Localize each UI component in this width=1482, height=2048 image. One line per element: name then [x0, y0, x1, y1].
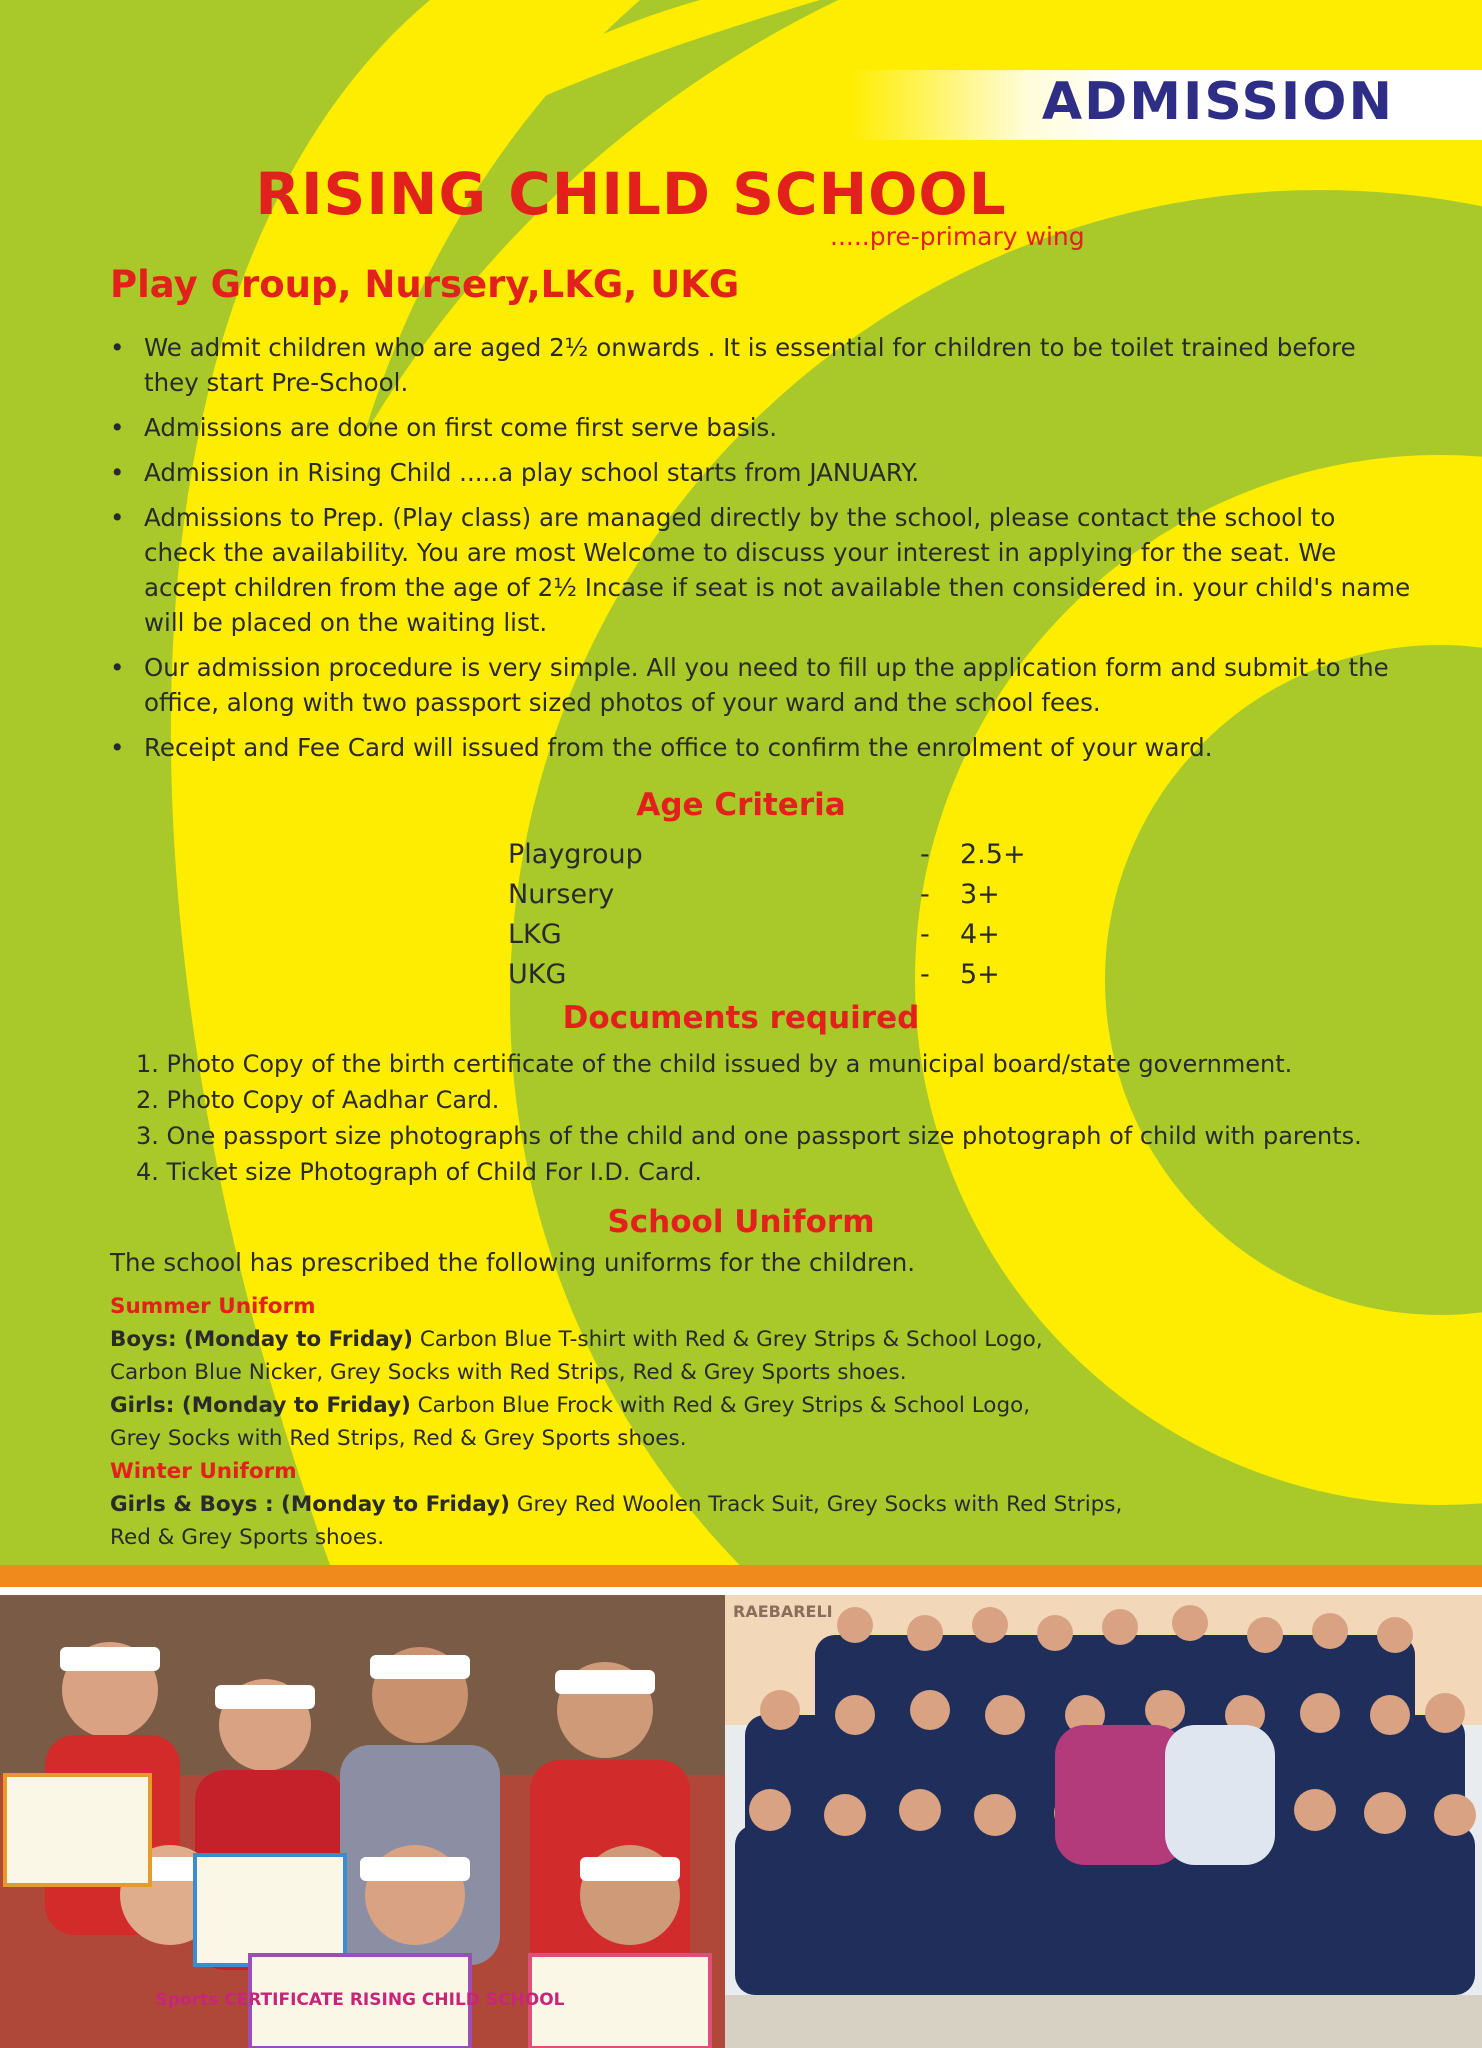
age-row-lkg	[508, 915, 1040, 955]
age-value: 2.5+	[960, 839, 1026, 870]
age-level: LKG	[508, 919, 562, 950]
age-dash: -	[920, 879, 930, 910]
girls-boys-label: Girls & Boys : (Monday to Friday)	[110, 1492, 510, 1517]
list-item: • We admit children who are aged 2½ onwards . It is essential for children to be toilet trained before they start Pre-School.	[144, 330, 1414, 400]
age-level: Playgroup	[508, 839, 643, 870]
list-item: • Admission in Rising Child .....a play school starts from JANUARY.	[144, 455, 1414, 490]
age-level: Nursery	[508, 879, 615, 910]
winter-uniform-label: Winter Uniform	[110, 1459, 297, 1484]
document-item: 1. Photo Copy of the birth certificate of the child issued by a municipal board/state government.	[136, 1050, 1293, 1078]
girls-label: Girls: (Monday to Friday)	[110, 1393, 411, 1418]
footer-accent-bar	[0, 1565, 1482, 1587]
documents-heading: Documents required	[562, 1000, 920, 1036]
backdrop-text: RAEBARELI	[733, 1602, 833, 1621]
school-name: RISING CHILD SCHOOL	[255, 160, 1007, 228]
girls-text: Carbon Blue Frock with Red & Grey Strips & School Logo,	[410, 1393, 1031, 1418]
document-item: 3. One passport size photographs of the child and one passport size photograph of child with parents.	[136, 1122, 1362, 1150]
age-dash: -	[920, 839, 930, 870]
age-level: UKG	[508, 959, 567, 990]
admission-banner	[850, 70, 1482, 140]
list-item: • Admissions to Prep. (Play class) are managed directly by the school, please contact the school to check the availability. You are most Welcome to discuss your interest in applying for the seat. We accept children from the age of 2½ Incase if seat is not available then considered in. your child's name will be placed on the waiting list.	[144, 500, 1414, 640]
age-value: 4+	[960, 919, 1000, 950]
age-dash: -	[920, 919, 930, 950]
school-wing: .....pre-primary wing	[830, 222, 1085, 251]
list-item: • Admissions are done on first come first serve basis.	[144, 410, 1414, 445]
winter-text-continued: Red & Grey Sports shoes.	[110, 1525, 385, 1550]
uniform-intro: The school has prescribed the following uniforms for the children.	[110, 1248, 916, 1277]
girls-uniform-line	[110, 1389, 1210, 1422]
boys-label: Boys: (Monday to Friday)	[110, 1327, 413, 1352]
summer-uniform-label: Summer Uniform	[110, 1294, 316, 1319]
age-row-nursery	[508, 875, 1040, 915]
children-certificates-photo	[0, 1595, 725, 2048]
admission-rules-list	[110, 330, 1414, 775]
winter-uniform-line	[110, 1488, 1210, 1521]
boys-uniform-line	[110, 1323, 1210, 1356]
certificate-caption: Sports CERTIFICATE RISING CHILD SCHOOL	[155, 1990, 565, 2010]
age-value: 3+	[960, 879, 1000, 910]
class-group-photo	[725, 1595, 1482, 2048]
age-criteria-heading: Age Criteria	[636, 787, 846, 823]
classes-heading: Play Group, Nursery,LKG, UKG	[110, 263, 740, 306]
uniform-details	[110, 1290, 1210, 1554]
list-item: • Receipt and Fee Card will issued from the office to confirm the enrolment of your ward.	[144, 730, 1414, 765]
documents-list	[136, 1046, 1456, 1190]
age-dash: -	[920, 959, 930, 990]
boys-text-continued: Carbon Blue Nicker, Grey Socks with Red Strips, Red & Grey Sports shoes.	[110, 1360, 907, 1385]
winter-text: Grey Red Woolen Track Suit, Grey Socks with Red Strips,	[509, 1492, 1123, 1517]
footer-divider	[0, 1587, 1482, 1595]
girls-text-continued: Grey Socks with Red Strips, Red & Grey Sports shoes.	[110, 1426, 687, 1451]
age-row-ukg	[508, 955, 1040, 995]
age-criteria-table	[508, 835, 1040, 995]
age-row-playgroup	[508, 835, 1040, 875]
admission-label: ADMISSION	[1041, 72, 1394, 132]
document-item: 2. Photo Copy of Aadhar Card.	[136, 1086, 500, 1114]
uniform-heading: School Uniform	[607, 1204, 875, 1240]
boys-text: Carbon Blue T-shirt with Red & Grey Strips & School Logo,	[412, 1327, 1043, 1352]
age-value: 5+	[960, 959, 1000, 990]
list-item: • Our admission procedure is very simple. All you need to fill up the application form and submit to the office, along with two passport sized photos of your ward and the school fees.	[144, 650, 1414, 720]
document-item: 4. Ticket size Photograph of Child For I.D. Card.	[136, 1158, 702, 1186]
